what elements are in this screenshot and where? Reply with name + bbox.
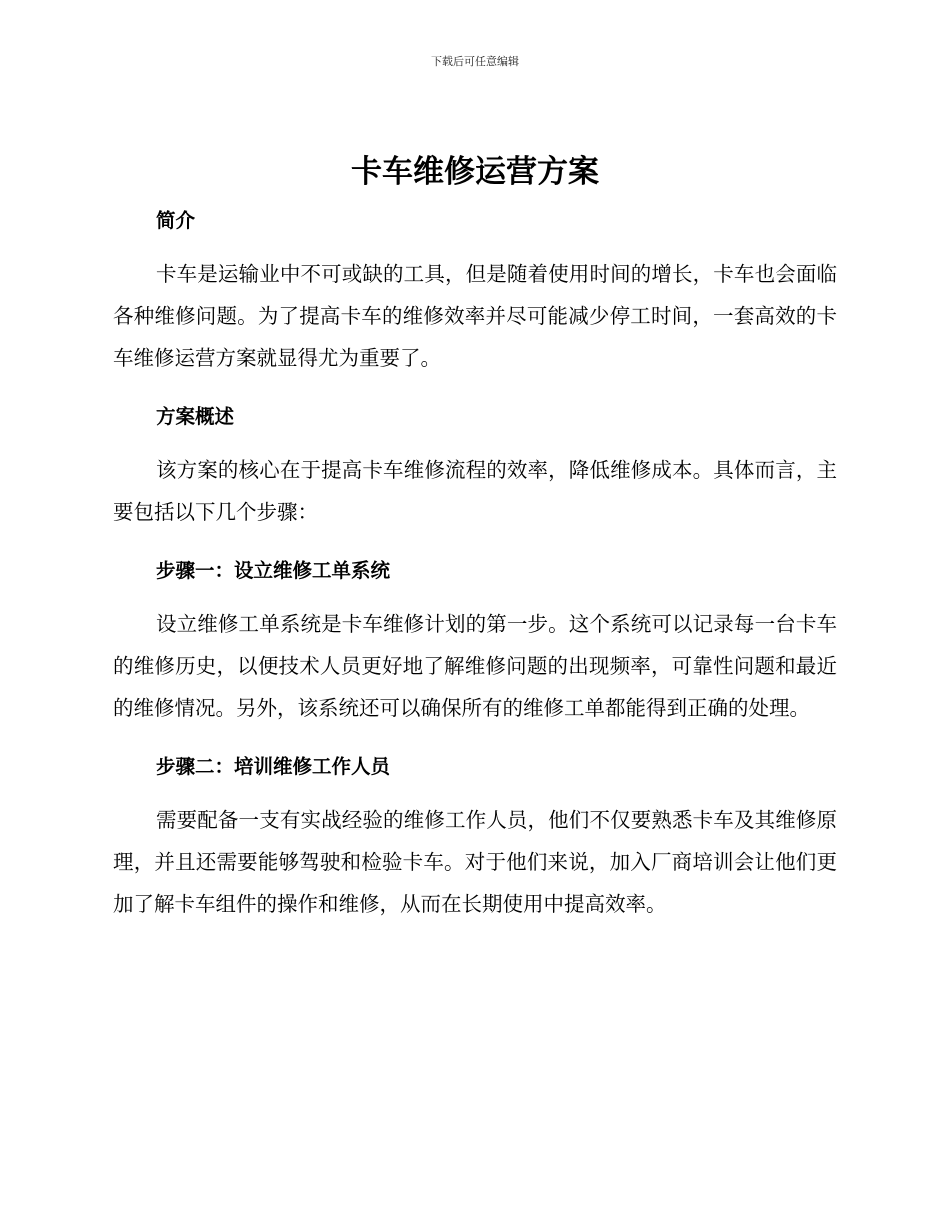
section-paragraph: 卡车是运输业中不可或缺的工具，但是随着使用时间的增长，卡车也会面临各种维修问题。为了提高卡车的维修效率并尽可能减少停工时间，一套高效的卡车维修运营方案就显得尤为重要了。 <box>113 262 837 370</box>
section-heading: 方案概述 <box>156 405 235 428</box>
section-heading: 步骤二：培训维修工作人员 <box>156 755 391 778</box>
section-step-one <box>113 547 837 729</box>
section-paragraph: 该方案的核心在于提高卡车维修流程的效率，降低维修成本。具体而言，主要包括以下几个步骤： <box>113 458 837 524</box>
section-heading: 简介 <box>156 209 196 232</box>
section-introduction <box>113 197 837 379</box>
document-title: 卡车维修运营方案 <box>351 154 599 190</box>
section-step-two <box>113 743 837 925</box>
section-paragraph: 设立维修工单系统是卡车维修计划的第一步。这个系统可以记录每一台卡车的维修历史，以便技术人员更好地了解维修问题的出现频率，可靠性问题和最近的维修情况。另外，该系统还可以确保所有的维修工单都能得到正确的处理。 <box>113 612 837 720</box>
section-heading: 步骤一：设立维修工单系统 <box>156 559 391 582</box>
section-paragraph: 需要配备一支有实战经验的维修工作人员，他们不仅要熟悉卡车及其维修原理，并且还需要能够驾驶和检验卡车。对于他们来说，加入厂商培训会让他们更加了解卡车组件的操作和维修，从而在长期使用中提高效率。 <box>113 808 837 916</box>
header-note: 下载后可任意编辑 <box>431 55 519 68</box>
document-body <box>113 197 837 925</box>
section-overview <box>113 393 837 533</box>
